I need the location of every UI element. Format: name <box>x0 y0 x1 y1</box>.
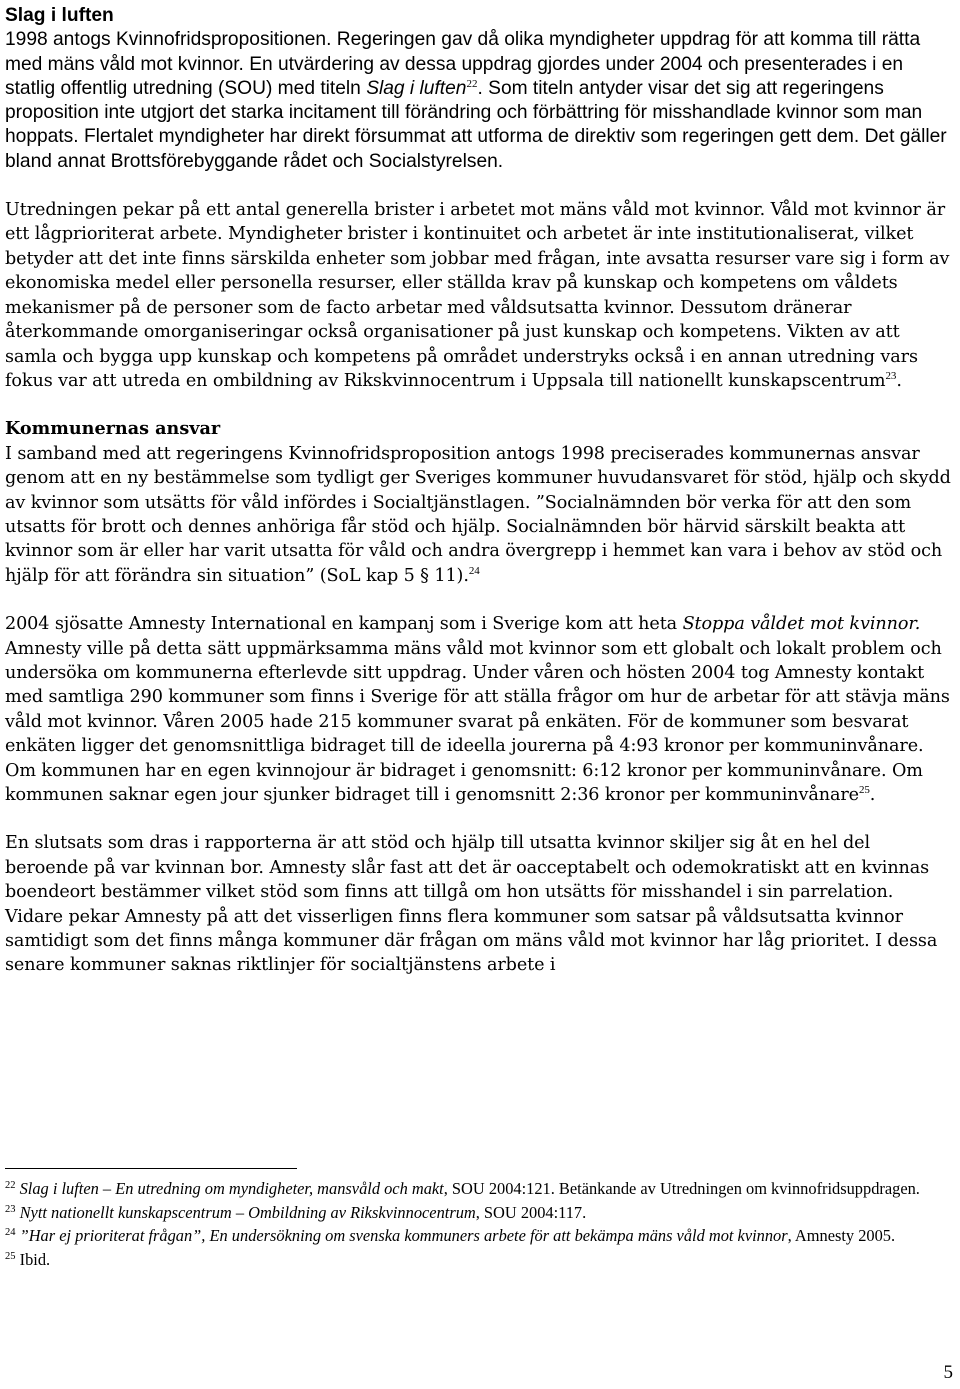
paragraph-text: 1998 antogs Kvinnofridspropositionen. Regeringen gav då olika myndigheter uppdrag för att komma till rätta med mäns våld mot kvinnor. En utvärdering av dessa uppdrag gjordes under 2004 och presenterades i en statlig offentlig utredning (SOU) med titeln <box>5 29 921 99</box>
footnote-23 <box>5 1201 953 1225</box>
paragraph-3 <box>5 442 953 588</box>
campaign-title: Stoppa våldet mot kvinnor. <box>682 614 921 635</box>
footnote-divider <box>5 1168 297 1169</box>
footnote-ref-25[interactable]: 25 <box>858 784 870 797</box>
report-title: Slag i luften <box>366 77 467 99</box>
footnotes <box>5 1177 953 1272</box>
footnote-text: Ibid. <box>19 1250 51 1270</box>
footnote-number: 23 <box>5 1203 16 1215</box>
footnote-ref-24[interactable]: 24 <box>468 564 480 577</box>
paragraph-text: I samband med att regeringens Kvinnofridsproposition antogs 1998 preciserades kommunernas ansvar genom att en ny bestämmelse som tydligt ger Sveriges kommuner huvudansvaret för stöd, hjälp och skydd av kvinnor som utsätts för våld infördes i Socialtjänstlagen. ”Socialnämnden bör verka för att den som utsatts för brott och dennes anhöriga får stöd och hjälp. Socialnämnden bör härvid särskilt beakta att kvinnor som är eller har varit utsatta för våld och andra övergrepp i hemmet kan vara i behov av stöd och hjälp för att förändra sin situation” (SoL kap 5 § 11). <box>5 443 951 586</box>
footnote-number: 22 <box>5 1180 16 1191</box>
paragraph-text: . <box>869 785 876 806</box>
page-number: 5 <box>943 1362 953 1383</box>
paragraph-1 <box>5 28 953 174</box>
footnote-text: , SOU 2004:117. <box>475 1202 587 1222</box>
section-heading-kommunernas-ansvar: Kommunernas ansvar <box>5 418 221 440</box>
footnote-22 <box>5 1177 953 1201</box>
paragraph-2 <box>5 198 953 393</box>
footnote-number: 25 <box>5 1251 16 1263</box>
paragraph-5: En slutsats som dras i rapporterna är att stöd och hjälp till utsatta kvinnor skiljer sig åt en hel del beroende på var kvinnan bor. Amnesty slår fast att det är oacceptabelt och odemokratiskt att en kvinnas boendeort bestämmer vilket stöd som finns att tillgå om hon utsätts för misshandel i sin parrelation. Vidare pekar Amnesty på att det visserligen finns flera kommuner som satsar på våldsutsatta kvinnor samtidigt som det finns många kommuner där frågan om mäns våld mot kvinnor har låg prioritet. I dessa senare kommuner saknas riktlinjer för socialtjänstens arbete i <box>5 833 938 976</box>
footnote-25 <box>5 1248 953 1272</box>
paragraph-4 <box>5 612 953 807</box>
paragraph-text: . <box>896 370 902 391</box>
footnote-ref-22[interactable]: 22 <box>466 77 478 90</box>
paragraph-text: . Som titeln antyder visar det sig att regeringens proposition inte utgjort det starka incitament till förändring och förbättring för misshandlade kvinnor som man hoppats. Flertalet myndigheter har direkt försummat att utforma de direktiv som regeringen gett dem. Det gäller bland annat Brottsförebyggande rådet och Socialstyrelsen. <box>5 77 947 172</box>
footnote-text: , SOU 2004:121. Betänkande av Utredningen om kvinnofridsuppdragen. <box>443 1179 920 1198</box>
paragraph-text: Utredningen pekar på ett antal generella brister i arbetet mot mäns våld mot kvinnor. Våld mot kvinnor är ett lågprioriterat arbete. Myndigheter brister i kontinuitet och arbetet är inte institutionaliserat, vilket betyder att det inte finns särskilda enheter som jobbar med frågan, inte avsatta resurser vare sig i form av ekonomiska medel eller personella resurser, eller ställda krav på kunskap och kompetens om våldets mekanismer på de personer som de facto arbetar med våldsutsatta kvinnor. Dessutom dränerar återkommande omorganiseringar också organisationer på just kunskap och kompetens. Vikten av att samla och bygga upp kunskap och kompetens på området understryks också i en annan utredning vars fokus var att utreda en ombildning av Rikskvinnocentrum i Uppsala till nationellt kunskapscentrum <box>5 200 950 391</box>
paragraph-text: 2004 sjösatte Amnesty International en kampanj som i Sverige kom att heta <box>5 614 683 635</box>
footnote-ref-23[interactable]: 23 <box>885 369 897 382</box>
footnote-number: 24 <box>5 1227 16 1239</box>
footnote-24 <box>5 1224 953 1248</box>
footnote-title: Slag i luften – En utredning om myndigheter, mansvåld och makt <box>19 1179 444 1198</box>
section-heading-slag-i-luften: Slag i luften <box>5 5 114 26</box>
footnote-text: , Amnesty 2005. <box>787 1226 896 1246</box>
footnote-title: Nytt nationellt kunskapscentrum – Ombildning av Rikskvinnocentrum <box>19 1202 476 1222</box>
paragraph-text: Amnesty ville på detta sätt uppmärksamma mäns våld mot kvinnor som ett globalt och lokalt problem och undersöka om kommunerna efterlevde sitt uppdrag. Under våren och hösten 2004 tog Amnesty kontakt med samtliga 290 kommuner som finns i Sverige för att ställa frågor om hur de arbetar för att stävja mäns våld mot kvinnor. Våren 2005 hade 215 kommuner svarat på enkäten. För de kommuner som besvarat enkäten ligger det genomsnittliga bidraget till de ideella jourerna på 4:93 kronor per kommuninvånare. Om kommunen har en egen kvinnojour är bidraget i genomsnitt: 6:12 kronor per kommuninvånare. Om kommunen saknar egen jour sjunker bidraget till i genomsnitt 2:36 kronor per kommuninvånare <box>5 638 950 806</box>
footnote-title: ”Har ej prioriterat frågan”, En undersökning om svenska kommuners arbete för att bekämpa mäns våld mot kvinnor <box>19 1226 788 1246</box>
document-page <box>5 0 953 978</box>
